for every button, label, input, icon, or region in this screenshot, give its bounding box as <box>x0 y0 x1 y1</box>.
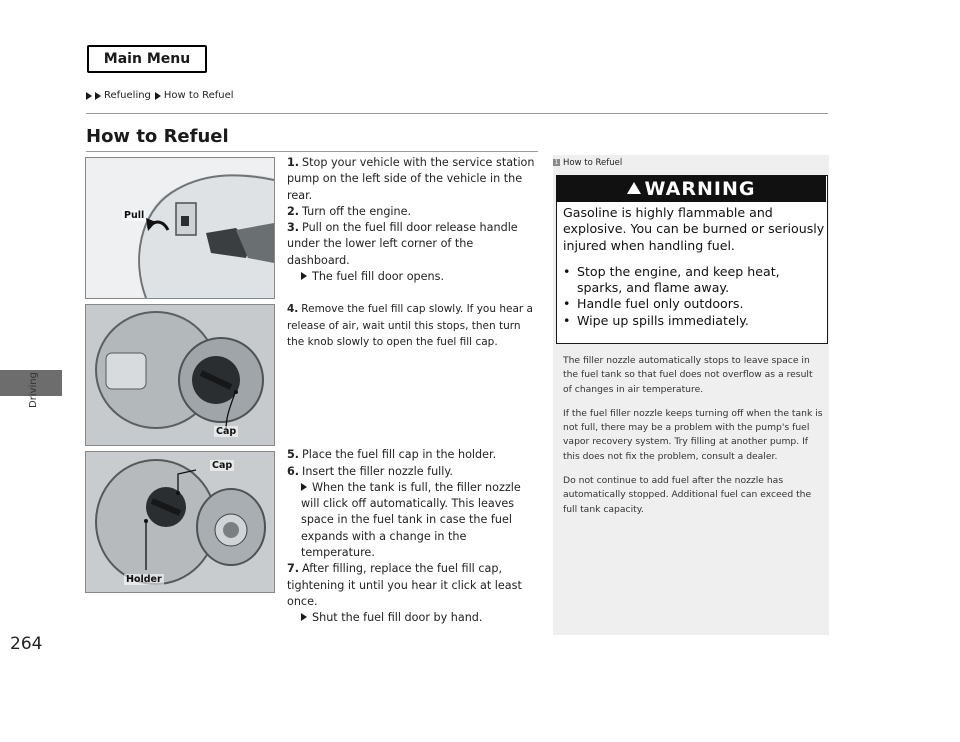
result-arrow-icon <box>301 272 307 280</box>
step-number: 1. <box>287 156 300 169</box>
warning-header <box>556 175 826 202</box>
warning-item: • Wipe up spills immediately. <box>563 313 825 329</box>
step-text: Pull on the fuel fill door release handle under the lower left corner of the dashboard. <box>287 221 518 267</box>
step-text: Stop your vehicle with the service station pump on the left side of the vehicle in the rear. <box>287 156 535 202</box>
release-handle-illustration <box>86 158 274 298</box>
breadcrumb-item-current: How to Refuel <box>163 90 234 101</box>
header-divider <box>86 113 828 114</box>
figure-label-holder: Holder <box>126 574 162 585</box>
figure-release-handle <box>85 157 275 299</box>
sidebar-note: If the fuel filler nozzle keeps turning off when the tank is not full, there may be a problem with the pump's fuel vapor recovery system. Try filling at another pump. If this does not fix the problem, consult a dealer. <box>563 407 823 462</box>
cap-holder-illustration <box>86 452 274 592</box>
figure-fuel-cap <box>85 304 275 446</box>
title-divider <box>86 151 538 152</box>
step-text: Turn off the engine. <box>302 204 412 218</box>
section-tab-label: Driving <box>28 372 39 408</box>
step-3 <box>287 220 539 269</box>
figure-label-cap: Cap <box>212 460 233 471</box>
result-arrow-icon <box>301 613 307 621</box>
step-text: Place the fuel fill cap in the holder. <box>302 448 497 462</box>
reference-icon: 1 <box>554 159 559 166</box>
step-number: 3. <box>287 221 300 235</box>
warning-triangle-icon <box>627 182 641 194</box>
warning-text: Gasoline is highly flammable and explosive. You can be burned or seriously injured when handling fuel. <box>563 205 825 253</box>
result-arrow-icon <box>301 483 307 491</box>
step-6-result <box>287 480 539 561</box>
step-text: After filling, replace the fuel fill cap, tightening it until you hear it click at least once. <box>287 562 522 608</box>
main-menu-button[interactable]: Main Menu <box>87 45 207 73</box>
step-5 <box>287 447 539 463</box>
result-text: The fuel fill door opens. <box>312 270 445 284</box>
breadcrumb-arrow-icon <box>86 92 92 100</box>
sidebar-note: Do not continue to add fuel after the nozzle has automatically stopped. Additional fuel can exceed the full tank capacity. <box>563 475 812 515</box>
sidebar-notes <box>563 354 823 527</box>
step-number: 4. <box>287 303 299 316</box>
warning-item: • Stop the engine, and keep heat, sparks, and flame away. <box>563 264 825 297</box>
warning-content <box>563 205 825 329</box>
sidebar-note: The filler nozzle automatically stops to leave space in the fuel tank so that fuel does not overflow as a result of changes in air temperature. <box>563 355 813 395</box>
step-number: 5. <box>287 448 300 462</box>
sidebar-heading <box>553 156 829 169</box>
breadcrumb-arrow-icon <box>95 92 101 100</box>
figure-cap-holder <box>85 451 275 593</box>
step-number: 7. <box>287 562 300 576</box>
step-4 <box>287 301 539 350</box>
step-number: 6. <box>287 464 300 478</box>
breadcrumb-item-refueling[interactable]: Refueling <box>104 90 151 101</box>
figure-label-pull: Pull <box>124 210 145 221</box>
page-number: 264 <box>10 634 43 654</box>
warning-list <box>563 264 825 329</box>
breadcrumb <box>86 90 234 101</box>
step-number: 2. <box>287 204 300 218</box>
step-1 <box>287 155 539 204</box>
page-title: How to Refuel <box>86 126 229 147</box>
warning-item: • Handle fuel only outdoors. <box>563 296 825 312</box>
step-text: Insert the filler nozzle fully. <box>302 464 453 478</box>
step-6 <box>287 464 539 480</box>
breadcrumb-arrow-icon <box>155 92 161 100</box>
result-text: When the tank is full, the filler nozzle will click off automatically. This leaves space in the fuel tank in case the fuel expands with a change in the temperature. <box>301 480 521 560</box>
warning-label: WARNING <box>644 178 756 200</box>
sidebar-heading-text: How to Refuel <box>563 157 623 168</box>
step-2 <box>287 204 539 220</box>
step-text: Remove the fuel fill cap slowly. If you hear a release of air, wait until this stops, then turn the knob slowly to open the fuel fill cap. <box>287 303 533 348</box>
step-7 <box>287 561 539 610</box>
step-7-result <box>287 610 539 626</box>
fuel-cap-illustration <box>86 305 274 445</box>
refuel-steps <box>287 155 539 627</box>
figure-label-cap: Cap <box>216 426 237 437</box>
step-3-result <box>287 269 539 285</box>
result-text: Shut the fuel fill door by hand. <box>312 611 483 625</box>
